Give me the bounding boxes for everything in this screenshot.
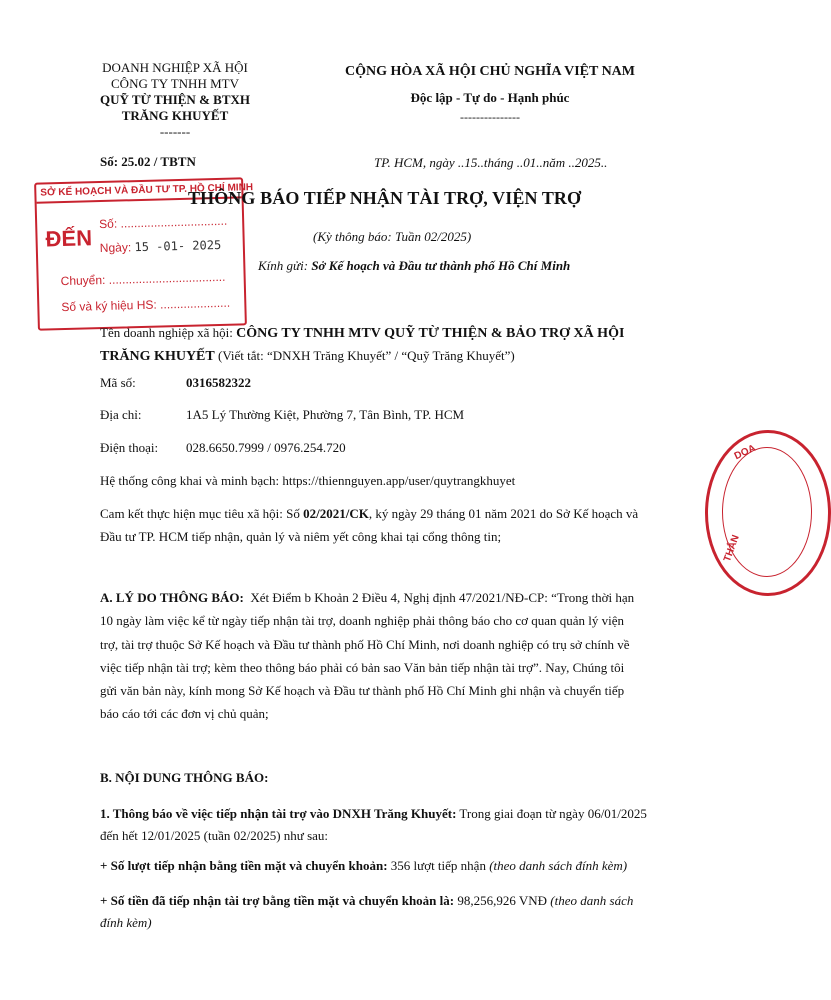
org-line: QUỸ TỪ THIỆN & BTXH (99, 92, 250, 107)
national-heading (300, 64, 680, 125)
document-title: THÔNG BÁO TIẾP NHẬN TÀI TRỢ, VIỆN TRỢ (188, 188, 582, 208)
stamp-so-row: Số: ................................ (99, 213, 228, 232)
stamp-kyhieu-row: Số và ký hiệu HS: ..................... (61, 295, 231, 315)
seal-text: DOA (732, 442, 758, 463)
company-name-label: Tên doanh nghiệp xã hội: (100, 325, 233, 340)
item1-text: Trong giai đoạn từ ngày 06/01/2025 (456, 806, 647, 821)
item1-text-2: đến hết 12/01/2025 (tuần 02/2025) như sau: (100, 828, 329, 843)
section-a-heading: A. LÝ DO THÔNG BÁO: (100, 590, 244, 605)
stamp-den: ĐẾN (45, 225, 93, 252)
section-a-line: việc tiếp nhận tài trợ; kèm theo thông báo phải có bản sao Văn bản tiếp nhận tài trợ”. Nay, Chúng tôi (100, 659, 625, 675)
company-seal (705, 430, 831, 596)
org-separator: ------- (159, 124, 191, 139)
org-line: TRĂNG KHUYẾT (121, 108, 229, 123)
company-name-block (100, 322, 720, 368)
company-name-2: TRĂNG KHUYẾT (100, 349, 215, 364)
commit-prefix: Cam kết thực hiện mục tiêu xã hội: Số (100, 506, 300, 521)
commit-text: Đầu tư TP. HCM tiếp nhận, quản lý và niêm yết công khai tại cổng thông tin; (100, 529, 502, 544)
stamp-chuyen-row: Chuyển: ................................... (60, 269, 226, 289)
stamp-title: SỞ KẾ HOẠCH VÀ ĐẦU TƯ TP. HỒ CHÍ MINH (36, 179, 241, 203)
organization-block (60, 60, 290, 140)
count-value: 356 lượt tiếp nhận (387, 858, 490, 873)
donation-amount-line (100, 890, 721, 934)
amount-value: 98,256,926 VNĐ (454, 893, 551, 908)
section-b-heading: B. NỘI DUNG THÔNG BÁO: (100, 770, 269, 785)
company-abbr: (Viết tắt: “DNXH Trăng Khuyết” / “Quỹ Trăng Khuyết”) (217, 348, 515, 363)
stamp-ngay-label: Ngày: (99, 240, 132, 256)
commitment (100, 502, 721, 548)
section-a-line: báo cáo tới các đơn vị chủ quản; (100, 706, 269, 722)
commit-text: , ký ngày 29 tháng 01 năm 2021 do Sở Kế hoạch và (368, 506, 639, 521)
section-a (100, 586, 721, 726)
tax-code: 0316582322 (186, 375, 251, 390)
section-b-item1 (100, 803, 721, 847)
place-date: TP. HCM, ngày ..15..tháng ..01..năm ..2025.. (374, 155, 608, 170)
tax-label: Mã số: (100, 375, 136, 390)
org-line: DOANH NGHIỆP XÃ HỘI (102, 60, 248, 75)
amount-note: (theo danh sách (550, 893, 634, 908)
stamp-chuyen-label: Chuyển: (60, 272, 106, 289)
motto: Độc lập - Tự do - Hạnh phúc (410, 90, 570, 105)
section-a-line: gửi văn bản này, kính mong Sở Kế hoạch và Đầu tư thành phố Hồ Chí Minh ghi nhận và chuyển tiếp (100, 683, 625, 699)
donation-count-line (100, 858, 627, 874)
recipient-name: Sở Kế hoạch và Đầu tư thành phố Hồ Chí Minh (311, 258, 571, 273)
transparency-label: Hệ thống công khai và minh bạch: (100, 473, 280, 488)
item1-label: 1. Thông báo về việc tiếp nhận tài trợ vào DNXH Trăng Khuyết: (100, 806, 457, 821)
section-a-text: Xét Điểm b Khoản 2 Điều 4, Nghị định 47/2021/NĐ-CP: “Trong thời hạn (250, 590, 635, 605)
motto-separator: --------------- (460, 110, 520, 124)
company-name: CÔNG TY TNHH MTV QUỸ TỪ THIỆN & BẢO TRỢ XÃ HỘI (236, 326, 625, 341)
amount-note-2: đính kèm) (100, 915, 152, 930)
stamp-ngay-value: 15 -01- 2025 (134, 237, 222, 255)
commit-number: 02/2021/CK (303, 506, 369, 521)
amount-label: + Số tiền đã tiếp nhận tài trợ bằng tiền mặt và chuyển khoản là: (100, 893, 455, 908)
transparency-url: https://thiennguyen.app/user/quytrangkhuyet (282, 473, 516, 488)
seal-text: THÂN (721, 533, 742, 564)
count-label: + Số lượt tiếp nhận bằng tiền mặt và chuyển khoản: (100, 858, 388, 873)
address-label: Địa chỉ: (100, 407, 142, 422)
org-line: CÔNG TY TNHH MTV (111, 76, 239, 91)
recipient-label: Kính gửi: (258, 258, 309, 273)
stamp-ngay-row (100, 238, 222, 255)
stamp-kyhieu-label: Số và ký hiệu HS: (61, 297, 157, 315)
document-number: Số: 25.02 / TBTN (100, 154, 196, 169)
count-note: (theo danh sách đính kèm) (489, 858, 628, 873)
phone-label: Điện thoại: (100, 440, 159, 455)
stamp-so-label: Số: (99, 216, 118, 232)
section-a-line: 10 ngày làm việc kể từ ngày tiếp nhận tài trợ, doanh nghiệp phải thông báo cho cơ quan quản lý viện (100, 613, 625, 629)
section-a-line: trợ, tài trợ thuộc Sở Kế hoạch và Đầu tư thành phố Hồ Chí Minh, nơi doanh nghiệp có trụ sở chính về (100, 636, 630, 652)
nation-name: CỘNG HÒA XÃ HỘI CHỦ NGHĨA VIỆT NAM (344, 64, 635, 79)
address: 1A5 Lý Thường Kiệt, Phường 7, Tân Bình, TP. HCM (186, 407, 465, 422)
report-period: (Kỳ thông báo: Tuần 02/2025) (313, 229, 472, 244)
section-a-line (100, 586, 721, 609)
recipient-line (258, 258, 570, 274)
phone: 028.6650.7999 / 0976.254.720 (186, 440, 346, 455)
transparency-line (100, 473, 515, 489)
